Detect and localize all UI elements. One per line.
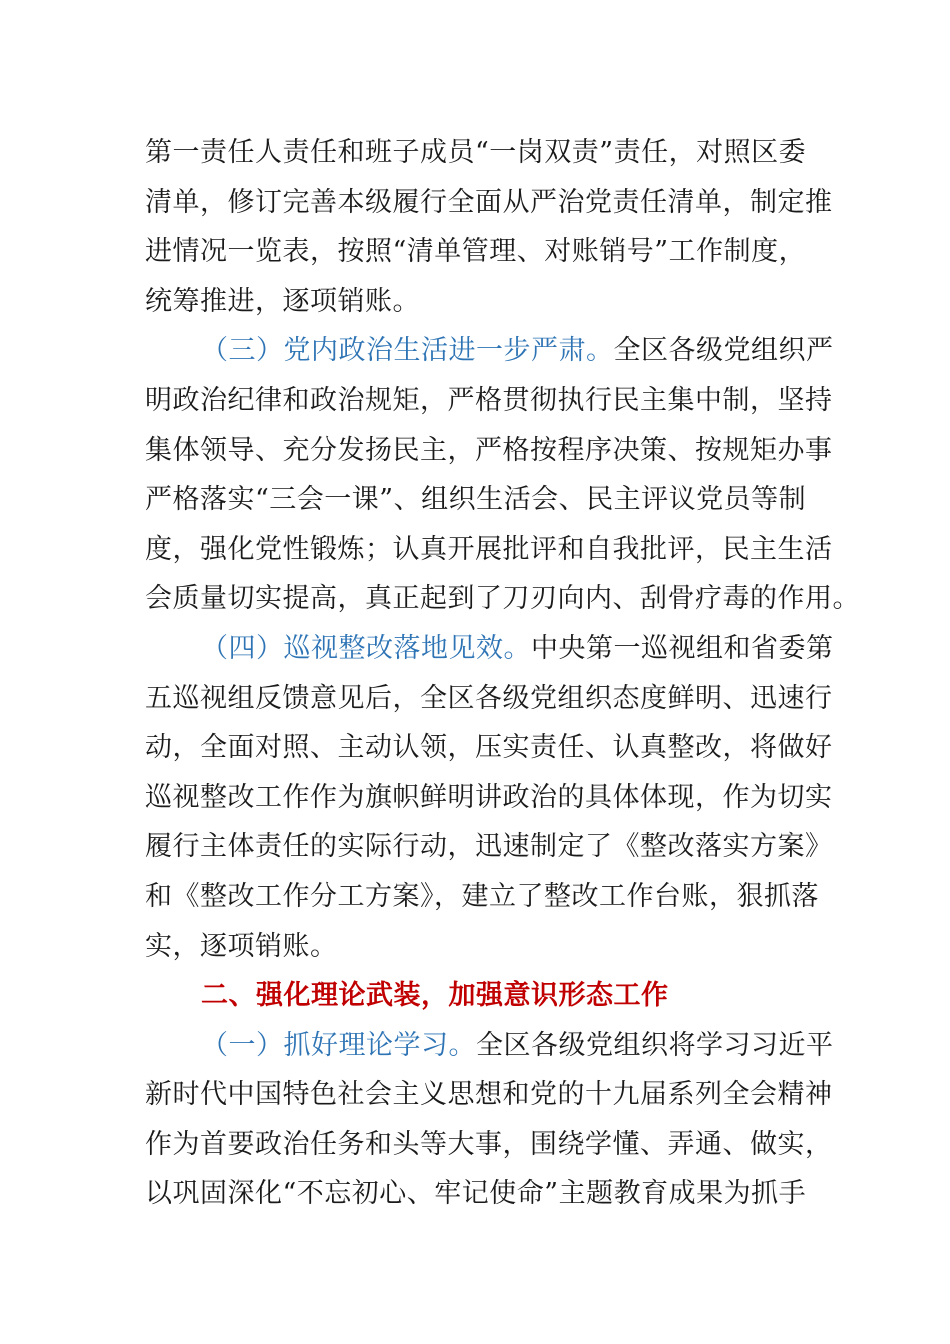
text-line: 新时代中国特色社会主义思想和党的十九届系列全会精神: [145, 1079, 833, 1111]
section-heading: 二、强化理论武装，加强意识形态工作: [201, 980, 669, 1012]
text-line: 以巩固深化“不忘初心、牢记使命”主题教育成果为抓手: [145, 1178, 807, 1210]
text-line: 进情况一览表，按照“清单管理、对账销号”工作制度，: [145, 236, 807, 268]
text-line: 和《整改工作分工方案》，建立了整改工作台账，狠抓落: [145, 880, 819, 912]
sub-heading: （一）抓好理论学习。: [201, 1029, 476, 1061]
text-run: 中央第一巡视组和省委第: [531, 632, 834, 664]
sub-heading: （三）党内政治生活进一步严肃。: [201, 335, 614, 367]
text-line: 作为首要政治任务和头等大事，围绕学懂、弄通、做实，: [145, 1128, 833, 1160]
sub-heading: （四）巡视整改落地见效。: [201, 632, 531, 664]
text-line: 集体领导、充分发扬民主，严格按程序决策、按规矩办事: [145, 434, 833, 466]
paragraph-first-line: [145, 326, 834, 376]
text-line: 履行主体责任的实际行动，迅速制定了《整改落实方案》: [145, 831, 833, 863]
text-line: 统筹推进，逐项销账。: [145, 285, 420, 317]
text-line: 严格落实“三会一课”、组织生活会、民主评议党员等制: [145, 484, 807, 516]
text-line: 动，全面对照、主动认领，压实责任、认真整改，将做好: [145, 732, 833, 764]
paragraph-first-line: [145, 1021, 834, 1071]
text-run: 全区各级党组织严: [613, 335, 834, 367]
text-line: 五巡视组反馈意见后，全区各级党组织态度鲜明、迅速行: [145, 682, 833, 714]
document-page: [145, 128, 860, 1219]
paragraph-first-line: [145, 624, 834, 674]
paragraph-theory-study: [145, 1021, 834, 1219]
text-line: 度，强化党性锻炼；认真开展批评和自我批评，民主生活: [145, 533, 833, 565]
text-line: 第一责任人责任和班子成员“一岗双责”责任，对照区委: [145, 137, 807, 168]
paragraph-political-life: [145, 326, 860, 624]
paragraph-responsibility: [145, 128, 833, 326]
text-line: 会质量切实提高，真正起到了刀刃向内、刮骨疗毒的作用。: [145, 583, 860, 615]
text-run: 全区各级党组织将学习习近平: [476, 1029, 834, 1061]
text-line: 明政治纪律和政治规矩，严格贯彻执行民主集中制，坚持: [145, 384, 833, 416]
text-line: 巡视整改工作作为旗帜鲜明讲政治的具体体现，作为切实: [145, 781, 833, 813]
paragraph-inspection-rectification: [145, 624, 834, 971]
text-line: 实，逐项销账。: [145, 930, 338, 962]
text-line: 清单，修订完善本级履行全面从严治党责任清单，制定推: [145, 186, 833, 218]
